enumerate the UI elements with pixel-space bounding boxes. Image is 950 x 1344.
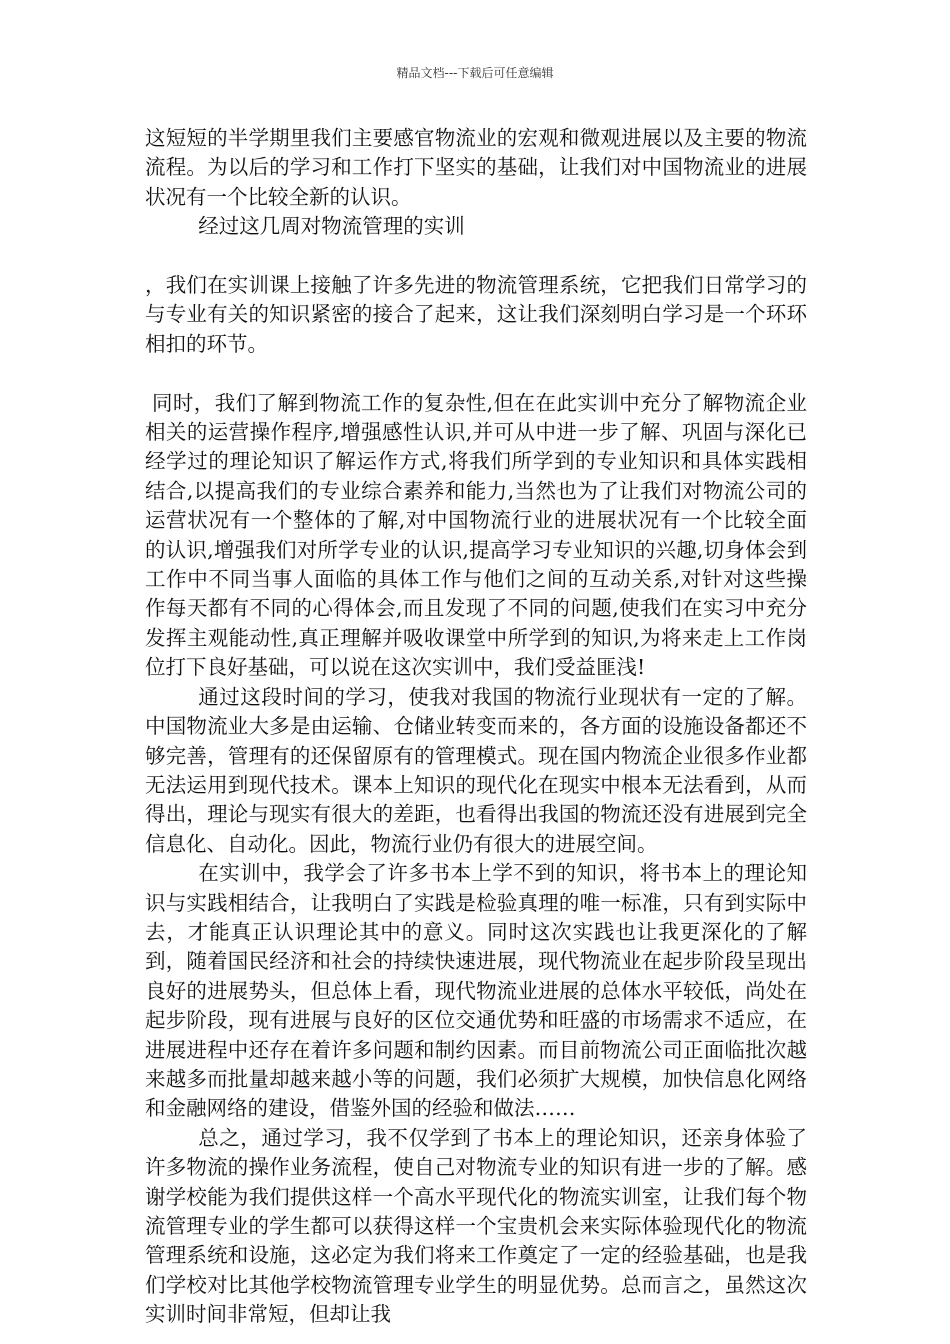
paragraph-3: ，我们在实训课上接触了许多先进的物流管理系统，它把我们日常学习的与专业有关的知识紧密的接合了起来，这让我们深刻明白学习是一个环环相扣的环节。 (145, 273, 807, 356)
paragraph-1: 这短短的半学期里我们主要感官物流业的宏观和微观进展以及主要的物流流程。为以后的学习和工作打下坚实的基础，让我们对中国物流业的进展状况有一个比较全新的认识。 (145, 126, 807, 209)
document-body (145, 124, 807, 1330)
paragraph-5: 通过这段时间的学习，使我对我国的物流行业现状有一定的了解。中国物流业大多是由运输、仓储业转变而来的，各方面的设施设备都还不够完善，管理有的还保留原有的管理模式。现在国内物流企业很多作业都无法运用到现代技术。课本上知识的现代化在现实中根本无法看到，从而得出，理论与现实有很大的差距，也看得出我国的物流还没有进展到完全信息化、自动化。因此，物流行业仍有很大的进展空间。 (145, 684, 807, 856)
page-header: 精品文档---下载后可任意编辑 (396, 66, 554, 80)
paragraph-7: 总之，通过学习，我不仅学到了书本上的理论知识，还亲身体验了许多物流的操作业务流程，使自己对物流专业的知识有进一步的了解。感谢学校能为我们提供这样一个高水平现代化的物流实训室，让我们每个物流管理专业的学生都可以获得这样一个宝贵机会来实际体验现代化的物流管理系统和设施，这必定为我们将来工作奠定了一定的经验基础，也是我们学校对比其他学校物流管理专业学生的明显优势。总而言之，虽然这次实训时间非常短，但却让我 (145, 1125, 807, 1327)
paragraph-4: 同时，我们了解到物流工作的复杂性,但在在此实训中充分了解物流企业相关的运营操作程序,增强感性认识,并可从中进一步了解、巩固与深化已经学过的理论知识了解运作方式,将我们所学到的专业知识和具体实践相结合,以提高我们的专业综合素养和能力,当然也为了让我们对物流公司的运营状况有一个整体的了解,对中国物流行业的进展状况有一个比较全面的认识,增强我们对所学专业的认识,提高学习专业知识的兴趣,切身体会到工作中不同当事人面临的具体工作与他们之间的互动关系,对针对这些操作每天都有不同的心得体会,而且发现了不同的问题,使我们在实习中充分发挥主观能动性,真正理解并吸收课堂中所学到的知识,为将来走上工作岗位打下良好基础，可以说在这次实训中，我们受益匪浅! (145, 390, 807, 680)
paragraph-6: 在实训中，我学会了许多书本上学不到的知识，将书本上的理论知识与实践相结合，让我明白了实践是检验真理的唯一标准，只有到实际中去，才能真正认识理论其中的意义。同时这次实践也让我更深化的了解到，随着国民经济和社会的持续快速进展，现代物流业在起步阶段呈现出良好的进展势头，但总体上看，现代物流业进展的总体水平较低，尚处在起步阶段，现有进展与良好的区位交通优势和旺盛的市场需求不适应，在进展进程中还存在着许多问题和制约因素。而目前物流公司正面临批次越来越多而批量却越来越小等的问题，我们必须扩大规模，加快信息化网络和金融网络的建设，借鉴外国的经验和做法…… (145, 861, 807, 1121)
paragraph-2: 经过这几周对物流管理的实训 (198, 214, 465, 239)
